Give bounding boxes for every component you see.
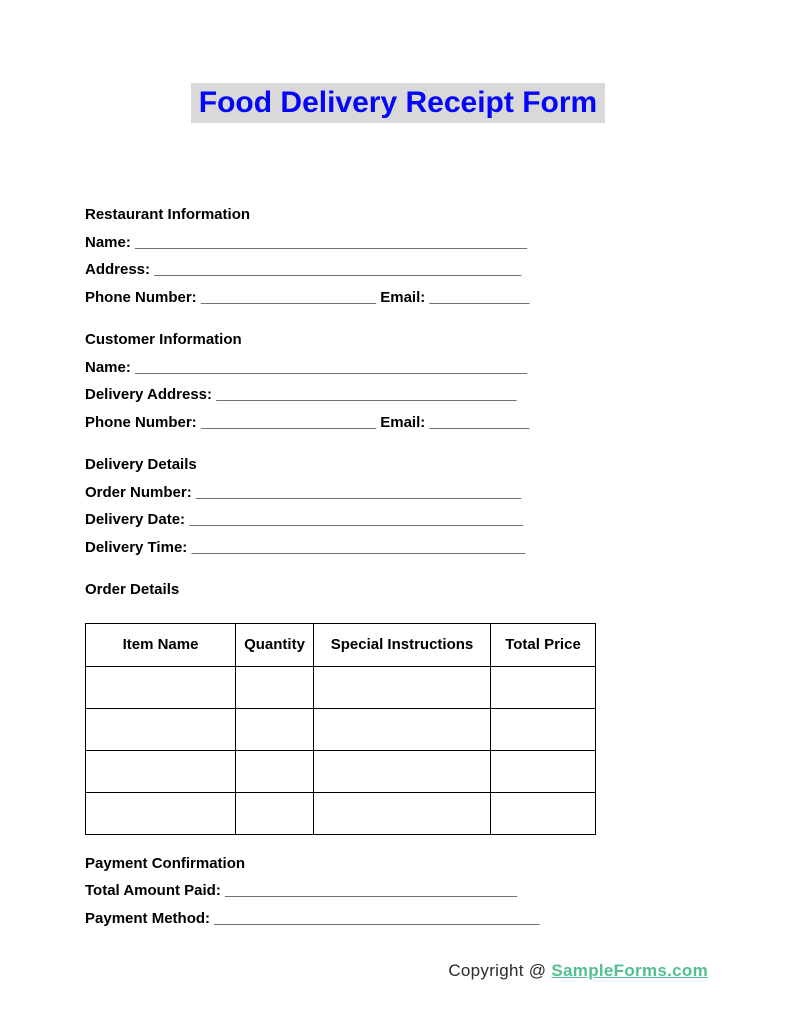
delivery-time-fill-line: ________________________________________: [191, 538, 526, 556]
column-header-total-price: Total Price: [491, 623, 596, 666]
total-amount-paid-fill-line: ___________________________________: [225, 882, 517, 899]
table-cell-item-name: [86, 708, 236, 750]
table-cell-special-instructions: [314, 792, 491, 834]
payment-method-fill-line: _______________________________________: [214, 909, 540, 927]
customer-email-fill-line: ____________: [429, 413, 530, 431]
delivery-date-fill-line: ________________________________________: [189, 511, 523, 528]
customer-phone-label: Phone Number:: [85, 413, 197, 431]
copyright-text: Copyright @: [448, 961, 547, 980]
page-title: Food Delivery Receipt Form: [191, 83, 605, 123]
order-items-table: [85, 623, 596, 835]
table-cell-quantity: [236, 708, 314, 750]
customer-name-row: [85, 354, 796, 382]
customer-name-label: Name:: [85, 358, 131, 376]
payment-method-row: [85, 905, 796, 933]
table-row: [86, 666, 596, 708]
table-cell-quantity: [236, 666, 314, 708]
payment-heading: Payment Confirmation: [85, 854, 246, 872]
restaurant-name-row: [85, 229, 796, 257]
total-amount-paid-label: Total Amount Paid:: [85, 882, 221, 899]
order-number-label: Order Number:: [85, 483, 192, 501]
table-cell-item-name: [86, 792, 236, 834]
customer-heading: Customer Information: [85, 331, 242, 348]
section-payment-confirmation: [85, 850, 796, 933]
section-restaurant-information: [85, 201, 796, 311]
table-cell-total-price: [491, 666, 596, 708]
title-area: [0, 0, 796, 123]
table-cell-item-name: [86, 750, 236, 792]
section-order-details: [85, 576, 796, 835]
table-cell-total-price: [491, 750, 596, 792]
delivery-time-label: Delivery Time:: [85, 538, 188, 556]
restaurant-phone-email-row: [85, 284, 796, 312]
table-cell-quantity: [236, 792, 314, 834]
sampleforms-link[interactable]: SampleForms.com: [551, 961, 708, 980]
customer-name-fill-line: _______________________________________________: [135, 358, 528, 376]
table-cell-item-name: [86, 666, 236, 708]
restaurant-address-row: [85, 256, 796, 284]
table-row: [86, 750, 596, 792]
section-customer-information: [85, 326, 796, 436]
column-header-quantity: Quantity: [236, 623, 314, 666]
customer-delivery-address-fill-line: ____________________________________: [216, 386, 517, 403]
delivery-date-row: [85, 506, 796, 534]
footer: [85, 959, 796, 983]
payment-method-label: Payment Method:: [85, 909, 211, 927]
customer-delivery-address-label: Delivery Address:: [85, 386, 213, 403]
restaurant-address-label: Address:: [85, 261, 151, 278]
restaurant-name-fill-line: _______________________________________________: [135, 233, 528, 251]
restaurant-address-fill-line: ____________________________________________: [154, 261, 522, 278]
column-header-special-instructions: Special Instructions: [314, 623, 491, 666]
restaurant-phone-label: Phone Number:: [85, 288, 197, 306]
table-cell-quantity: [236, 750, 314, 792]
table-row: [86, 792, 596, 834]
section-delivery-details: [85, 451, 796, 561]
delivery-date-label: Delivery Date:: [85, 511, 186, 528]
table-cell-total-price: [491, 792, 596, 834]
column-header-item-name: Item Name: [86, 623, 236, 666]
customer-address-row: [85, 381, 796, 409]
order-details-heading: Order Details: [85, 581, 180, 598]
table-cell-special-instructions: [314, 708, 491, 750]
table-cell-special-instructions: [314, 750, 491, 792]
order-number-row: [85, 479, 796, 507]
table-header-row: [86, 623, 596, 666]
customer-phone-email-row: [85, 409, 796, 437]
restaurant-heading: Restaurant Information: [85, 206, 251, 223]
table-cell-total-price: [491, 708, 596, 750]
restaurant-email-fill-line: ____________: [429, 288, 530, 306]
table-cell-special-instructions: [314, 666, 491, 708]
table-row: [86, 708, 596, 750]
restaurant-phone-fill-line: _____________________: [200, 288, 377, 306]
total-amount-paid-row: [85, 877, 796, 905]
customer-phone-fill-line: _____________________: [200, 413, 377, 431]
customer-email-label: Email:: [380, 413, 426, 431]
delivery-heading: Delivery Details: [85, 456, 197, 473]
form-content: [85, 201, 796, 983]
order-number-fill-line: _______________________________________: [195, 483, 522, 501]
delivery-time-row: [85, 534, 796, 562]
restaurant-email-label: Email:: [380, 288, 426, 306]
restaurant-name-label: Name:: [85, 233, 131, 251]
